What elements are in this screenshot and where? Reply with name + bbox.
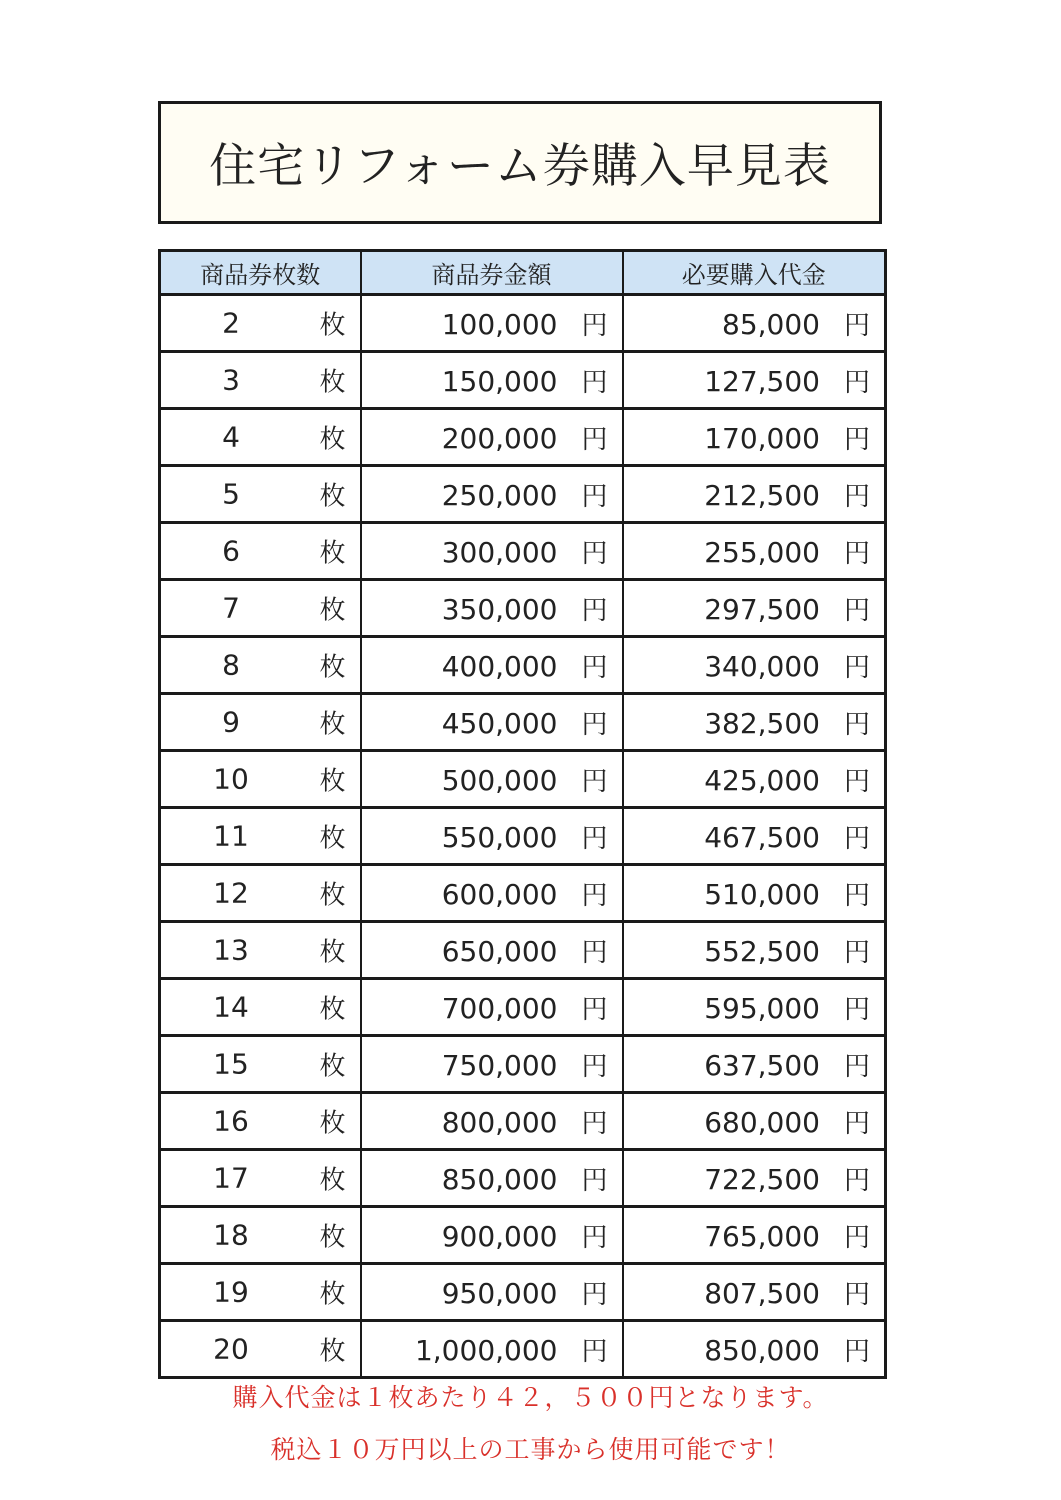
voucher-count-value: 15 <box>213 1047 249 1081</box>
voucher-amount-cell <box>361 694 623 751</box>
voucher-amount-cell <box>361 637 623 694</box>
required-price-cell <box>623 523 886 580</box>
table-row <box>160 865 886 922</box>
count-unit: 枚 <box>319 1279 346 1310</box>
required-price-cell <box>623 295 886 352</box>
required-price-value: 382,500 <box>704 706 820 740</box>
yen-unit: 円 <box>843 595 870 626</box>
required-price-cell <box>623 865 886 922</box>
voucher-count-value: 19 <box>213 1275 249 1309</box>
voucher-amount-cell <box>361 352 623 409</box>
yen-unit: 円 <box>843 1336 870 1367</box>
voucher-count-cell <box>160 1093 361 1150</box>
yen-unit: 円 <box>581 424 608 455</box>
table-row <box>160 580 886 637</box>
voucher-count-cell <box>160 637 361 694</box>
required-price-cell <box>623 637 886 694</box>
count-unit: 枚 <box>319 1108 346 1139</box>
note-usage-condition: 税込１０万円以上の工事から使用可能です！ <box>270 1435 791 1464</box>
table-row <box>160 637 886 694</box>
table-row <box>160 409 886 466</box>
yen-unit: 円 <box>843 1108 870 1139</box>
yen-unit: 円 <box>843 1165 870 1196</box>
voucher-amount-value: 150,000 <box>441 364 558 398</box>
count-unit: 枚 <box>319 766 346 797</box>
yen-unit: 円 <box>843 538 870 569</box>
table-row <box>160 466 886 523</box>
voucher-count-cell <box>160 808 361 865</box>
yen-unit: 円 <box>581 652 608 683</box>
required-price-cell <box>623 1093 886 1150</box>
table-row <box>160 352 886 409</box>
voucher-count-cell <box>160 865 361 922</box>
yen-unit: 円 <box>581 1051 608 1082</box>
voucher-amount-cell <box>361 922 623 979</box>
required-price-value: 637,500 <box>704 1048 820 1082</box>
required-price-cell <box>623 808 886 865</box>
yen-unit: 円 <box>843 310 870 341</box>
voucher-count-value: 5 <box>222 477 240 511</box>
table-row <box>160 1036 886 1093</box>
required-price-cell <box>623 922 886 979</box>
voucher-amount-value: 600,000 <box>441 877 558 911</box>
voucher-count-value: 17 <box>213 1161 249 1195</box>
voucher-amount-value: 550,000 <box>441 820 558 854</box>
voucher-amount-cell <box>361 979 623 1036</box>
yen-unit: 円 <box>581 937 608 968</box>
voucher-amount-cell <box>361 1093 623 1150</box>
voucher-count-cell <box>160 295 361 352</box>
yen-unit: 円 <box>843 1051 870 1082</box>
required-price-value: 340,000 <box>704 649 820 683</box>
required-price-cell <box>623 1264 886 1321</box>
yen-unit: 円 <box>581 1108 608 1139</box>
required-price-value: 297,500 <box>704 592 820 626</box>
voucher-count-cell <box>160 523 361 580</box>
count-unit: 枚 <box>319 1165 346 1196</box>
header-voucher-count: 商品券枚数 <box>160 251 361 295</box>
yen-unit: 円 <box>581 1165 608 1196</box>
yen-unit: 円 <box>843 652 870 683</box>
yen-unit: 円 <box>581 367 608 398</box>
voucher-amount-value: 450,000 <box>441 706 558 740</box>
required-price-cell <box>623 466 886 523</box>
table-header-row <box>160 251 886 295</box>
yen-unit: 円 <box>843 937 870 968</box>
voucher-count-value: 11 <box>213 819 249 853</box>
required-price-cell <box>623 979 886 1036</box>
yen-unit: 円 <box>581 595 608 626</box>
required-price-value: 552,500 <box>704 934 820 968</box>
voucher-count-value: 20 <box>213 1332 249 1366</box>
required-price-cell <box>623 352 886 409</box>
yen-unit: 円 <box>843 766 870 797</box>
yen-unit: 円 <box>581 1279 608 1310</box>
voucher-count-cell <box>160 1036 361 1093</box>
voucher-count-cell <box>160 694 361 751</box>
voucher-amount-value: 750,000 <box>441 1048 558 1082</box>
voucher-amount-value: 250,000 <box>441 478 558 512</box>
required-price-cell <box>623 1150 886 1207</box>
yen-unit: 円 <box>843 424 870 455</box>
yen-unit: 円 <box>581 823 608 854</box>
voucher-count-cell <box>160 580 361 637</box>
yen-unit: 円 <box>843 1222 870 1253</box>
required-price-cell <box>623 694 886 751</box>
count-unit: 枚 <box>319 595 346 626</box>
header-required-price: 必要購入代金 <box>623 251 886 295</box>
voucher-count-cell <box>160 922 361 979</box>
count-unit: 枚 <box>319 1051 346 1082</box>
voucher-amount-value: 650,000 <box>441 934 558 968</box>
voucher-amount-value: 800,000 <box>441 1105 558 1139</box>
voucher-amount-cell <box>361 1150 623 1207</box>
voucher-count-cell <box>160 979 361 1036</box>
title-box <box>158 101 882 224</box>
voucher-amount-cell <box>361 580 623 637</box>
voucher-count-value: 8 <box>222 648 240 682</box>
voucher-count-value: 2 <box>222 306 240 340</box>
yen-unit: 円 <box>843 709 870 740</box>
voucher-count-cell <box>160 352 361 409</box>
table-row <box>160 1093 886 1150</box>
voucher-amount-value: 300,000 <box>441 535 558 569</box>
voucher-count-value: 6 <box>222 534 240 568</box>
voucher-count-value: 7 <box>222 591 240 625</box>
voucher-count-cell <box>160 1264 361 1321</box>
table-row <box>160 751 886 808</box>
voucher-amount-cell <box>361 808 623 865</box>
voucher-count-value: 12 <box>213 876 249 910</box>
voucher-amount-value: 200,000 <box>441 421 558 455</box>
yen-unit: 円 <box>581 880 608 911</box>
table-row <box>160 1150 886 1207</box>
required-price-value: 510,000 <box>704 877 820 911</box>
voucher-amount-value: 700,000 <box>441 991 558 1025</box>
voucher-amount-cell <box>361 466 623 523</box>
count-unit: 枚 <box>319 880 346 911</box>
voucher-amount-value: 850,000 <box>441 1162 558 1196</box>
yen-unit: 円 <box>581 994 608 1025</box>
voucher-amount-value: 500,000 <box>441 763 558 797</box>
voucher-count-cell <box>160 409 361 466</box>
required-price-cell <box>623 580 886 637</box>
voucher-amount-cell <box>361 1321 623 1378</box>
voucher-count-cell <box>160 466 361 523</box>
count-unit: 枚 <box>319 367 346 398</box>
required-price-value: 765,000 <box>704 1219 820 1253</box>
price-table <box>158 249 887 1379</box>
required-price-value: 127,500 <box>704 364 820 398</box>
table-row <box>160 1264 886 1321</box>
voucher-amount-value: 100,000 <box>441 307 558 341</box>
yen-unit: 円 <box>843 367 870 398</box>
yen-unit: 円 <box>843 880 870 911</box>
count-unit: 枚 <box>319 538 346 569</box>
required-price-value: 807,500 <box>704 1276 820 1310</box>
yen-unit: 円 <box>581 310 608 341</box>
voucher-count-cell <box>160 1150 361 1207</box>
yen-unit: 円 <box>581 538 608 569</box>
yen-unit: 円 <box>581 481 608 512</box>
table-row <box>160 922 886 979</box>
table-row <box>160 1321 886 1378</box>
required-price-value: 467,500 <box>704 820 820 854</box>
required-price-cell <box>623 1036 886 1093</box>
count-unit: 枚 <box>319 937 346 968</box>
yen-unit: 円 <box>581 1222 608 1253</box>
voucher-amount-value: 400,000 <box>441 649 558 683</box>
required-price-value: 850,000 <box>704 1333 820 1367</box>
table-row <box>160 979 886 1036</box>
required-price-value: 212,500 <box>704 478 820 512</box>
required-price-cell <box>623 1321 886 1378</box>
count-unit: 枚 <box>319 1222 346 1253</box>
yen-unit: 円 <box>581 766 608 797</box>
yen-unit: 円 <box>843 481 870 512</box>
table-row <box>160 694 886 751</box>
required-price-cell <box>623 409 886 466</box>
page-title: 住宅リフォーム券購入早見表 <box>209 139 831 194</box>
voucher-amount-cell <box>361 295 623 352</box>
count-unit: 枚 <box>319 709 346 740</box>
voucher-count-value: 18 <box>213 1218 249 1252</box>
required-price-cell <box>623 751 886 808</box>
yen-unit: 円 <box>581 1336 608 1367</box>
voucher-count-value: 3 <box>222 363 240 397</box>
required-price-value: 680,000 <box>704 1105 820 1139</box>
required-price-value: 722,500 <box>704 1162 820 1196</box>
yen-unit: 円 <box>843 1279 870 1310</box>
yen-unit: 円 <box>843 823 870 854</box>
voucher-amount-cell <box>361 1264 623 1321</box>
yen-unit: 円 <box>843 994 870 1025</box>
count-unit: 枚 <box>319 481 346 512</box>
voucher-amount-cell <box>361 409 623 466</box>
voucher-count-cell <box>160 1207 361 1264</box>
table-row <box>160 523 886 580</box>
voucher-count-value: 4 <box>222 420 240 454</box>
voucher-count-value: 14 <box>213 990 249 1024</box>
voucher-amount-cell <box>361 523 623 580</box>
voucher-count-cell <box>160 1321 361 1378</box>
count-unit: 枚 <box>319 994 346 1025</box>
required-price-value: 170,000 <box>704 421 820 455</box>
header-voucher-amount: 商品券金額 <box>361 251 623 295</box>
count-unit: 枚 <box>319 310 346 341</box>
required-price-cell <box>623 1207 886 1264</box>
required-price-value: 425,000 <box>704 763 820 797</box>
voucher-count-value: 13 <box>213 933 249 967</box>
voucher-amount-cell <box>361 1036 623 1093</box>
count-unit: 枚 <box>319 1336 346 1367</box>
voucher-amount-value: 350,000 <box>441 592 558 626</box>
table-row <box>160 295 886 352</box>
voucher-amount-value: 950,000 <box>441 1276 558 1310</box>
table-row <box>160 1207 886 1264</box>
voucher-count-value: 16 <box>213 1104 249 1138</box>
note-price-per-voucher: 購入代金は１枚あたり４２，５００円となります。 <box>232 1383 829 1412</box>
required-price-value: 595,000 <box>704 991 820 1025</box>
voucher-amount-cell <box>361 865 623 922</box>
voucher-count-cell <box>160 751 361 808</box>
count-unit: 枚 <box>319 823 346 854</box>
yen-unit: 円 <box>581 709 608 740</box>
voucher-amount-cell <box>361 751 623 808</box>
count-unit: 枚 <box>319 652 346 683</box>
voucher-amount-value: 1,000,000 <box>414 1333 558 1367</box>
required-price-value: 85,000 <box>722 307 820 341</box>
table-row <box>160 808 886 865</box>
voucher-amount-cell <box>361 1207 623 1264</box>
voucher-count-value: 10 <box>213 762 249 796</box>
required-price-value: 255,000 <box>704 535 820 569</box>
voucher-count-value: 9 <box>222 705 240 739</box>
voucher-amount-value: 900,000 <box>441 1219 558 1253</box>
count-unit: 枚 <box>319 424 346 455</box>
